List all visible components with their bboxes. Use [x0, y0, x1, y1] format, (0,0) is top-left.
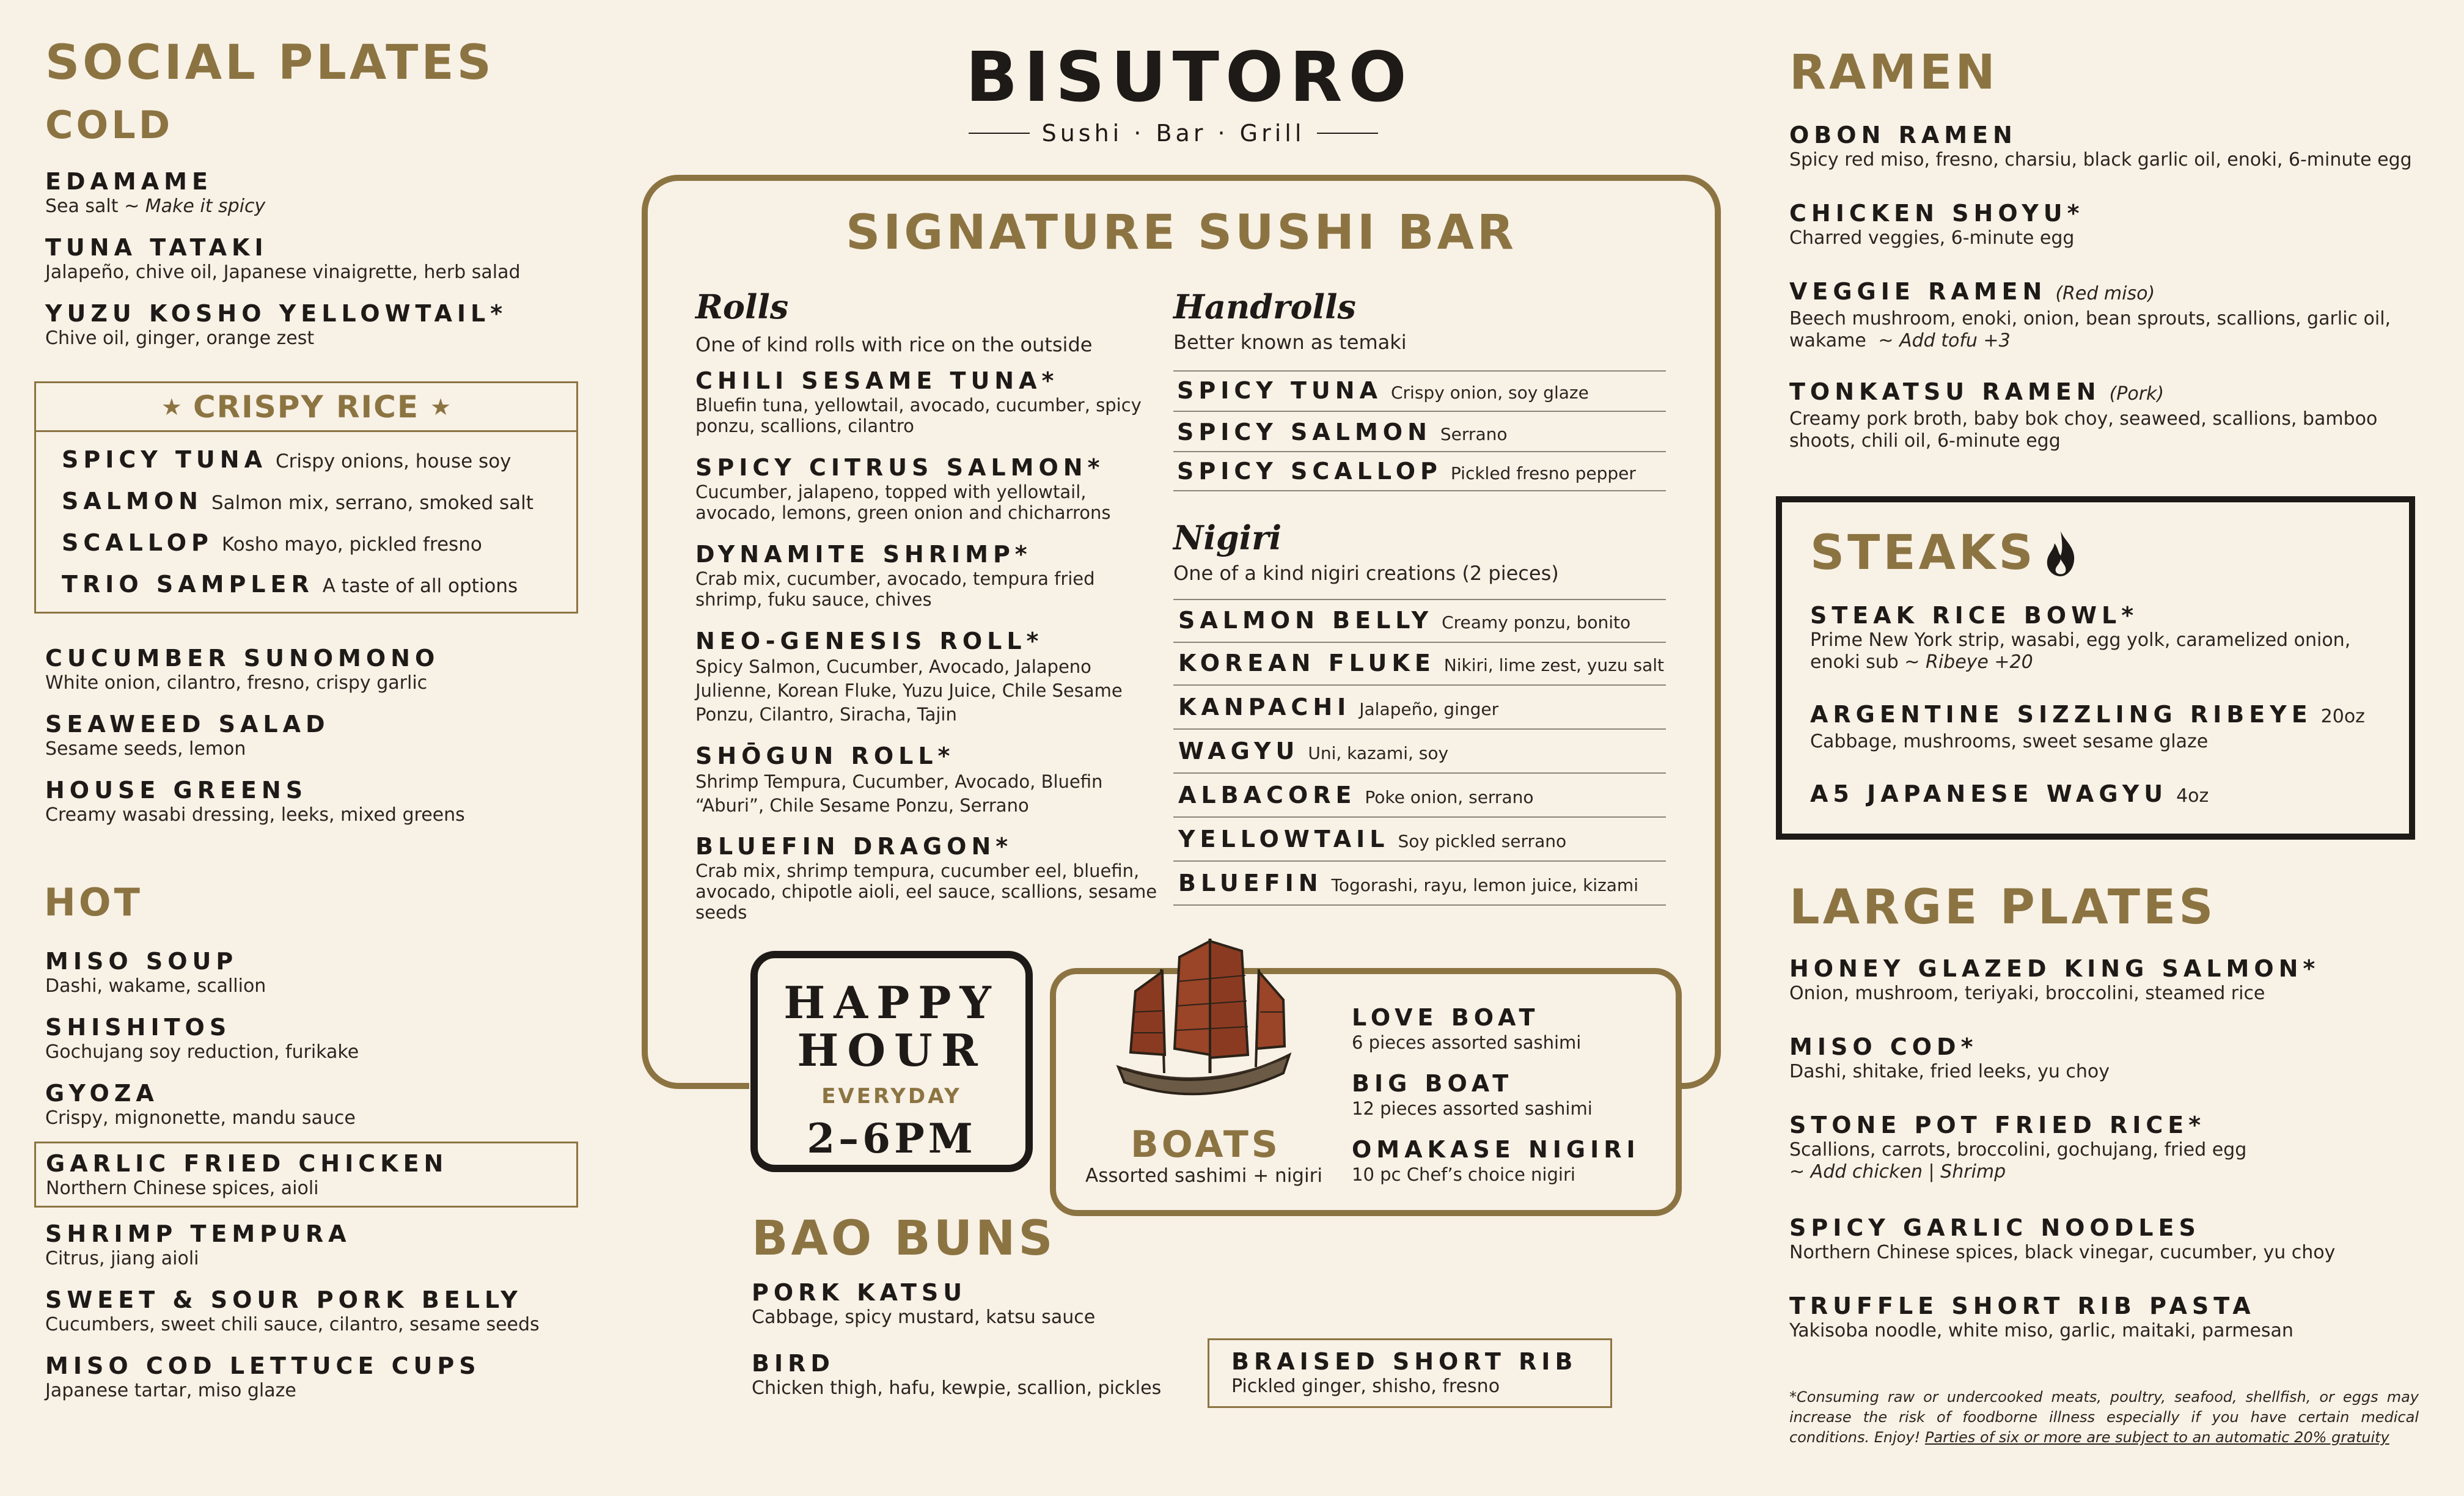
brand-tagline: Sushi · Bar · Grill — [1041, 120, 1305, 147]
crispy-rice-item — [62, 570, 576, 612]
steak-argentine-ribeye — [1810, 700, 2397, 753]
item-name: PORK KATSU — [752, 1279, 967, 1306]
item-name: KANPACHI — [1178, 694, 1351, 721]
item-desc: Crispy, mignonette, mandu sauce — [45, 1107, 356, 1129]
happy-hour-time: 2–6PM — [807, 1115, 977, 1162]
item-desc: Spicy Salmon, Cucumber, Avocado, Jalapeno Julienne, Korean Fluke, Yuzu Juice, Chile Sesame Ponzu, Cilantro, Siracha, Tajin — [695, 656, 1123, 725]
rolls-title: Rolls — [695, 287, 789, 326]
item-desc: Sesame seeds, lemon — [45, 738, 246, 760]
item-desc: Japanese tartar, miso glaze — [45, 1380, 296, 1401]
crispy-rice-title: CRISPY RICE — [193, 389, 420, 425]
ramen-veggie — [1789, 277, 2425, 352]
item-name: OBON RAMEN — [1789, 122, 2017, 148]
item-name: MISO SOUP — [45, 948, 238, 975]
large-spicy-garlic-noodles — [1789, 1214, 2425, 1264]
divider — [1173, 772, 1666, 774]
crispy-rice-item — [62, 487, 576, 529]
item-desc-note: ~ Add chicken | Shrimp — [1789, 1161, 2006, 1182]
item-desc-note: ~ Add tofu +3 — [1878, 330, 2011, 351]
large-miso-cod — [1789, 1033, 2425, 1083]
item-name: GARLIC FRIED CHICKEN — [46, 1150, 449, 1177]
item-name: SHISHITOS — [45, 1014, 232, 1041]
happy-hour-box — [750, 951, 1033, 1172]
menu-item-house-greens — [45, 776, 465, 826]
hot-subtitle: HOT — [44, 880, 143, 925]
item-name: CHICKEN SHOYU* — [1789, 200, 2084, 227]
roll-neo-genesis — [695, 627, 1148, 727]
nigiri-yellowtail — [1178, 825, 1566, 856]
item-desc: Jalapeño, ginger — [1359, 699, 1499, 719]
item-name: SPICY GARLIC NOODLES — [1789, 1214, 2201, 1241]
item-name: A5 JAPANESE WAGYU — [1810, 780, 2168, 807]
item-desc: Soy pickled serrano — [1398, 831, 1567, 851]
item-name: SALMON BELLY — [1178, 607, 1434, 634]
nigiri-salmon-belly — [1178, 606, 1630, 637]
item-name: NEO-GENESIS ROLL* — [695, 628, 1044, 654]
item-name: TRUFFLE SHORT RIB PASTA — [1789, 1292, 2256, 1319]
item-name: BIG BOAT — [1352, 1070, 1514, 1097]
item-name: STEAK RICE BOWL* — [1810, 602, 2139, 629]
item-name: VEGGIE RAMEN — [1789, 278, 2047, 305]
divider — [1173, 451, 1666, 452]
menu-item-miso-soup — [45, 947, 266, 997]
braised-short-rib-box — [1208, 1338, 1612, 1408]
handroll-spicy-tuna — [1177, 376, 1589, 407]
item-name: BIRD — [752, 1350, 835, 1377]
item-name: BLUEFIN — [1178, 870, 1323, 897]
disclaimer-text: *Consuming raw or undercooked meats, poultry, seafood, shellfish, or eggs may increase the risk of foodborne illness especially if you have certain medical conditions. Enjoy! — [1789, 1388, 2419, 1446]
item-desc: Cucumbers, sweet chili sauce, cilantro, sesame seeds — [45, 1314, 540, 1335]
divider — [1173, 728, 1666, 730]
handrolls-subtitle: Better known as temaki — [1173, 331, 1407, 354]
item-desc: Citrus, jiang aioli — [45, 1248, 199, 1269]
brand-name: BISUTORO — [966, 38, 1413, 117]
item-desc: White onion, cilantro, fresno, crispy garlic — [45, 672, 428, 694]
item-desc: Poke onion, serrano — [1365, 787, 1534, 807]
item-name: SPICY SALMON — [1177, 419, 1432, 446]
item-desc: Creamy pork broth, baby bok choy, seaweed, scallions, bamboo shoots, chili oil, 6-minute egg — [1789, 408, 2378, 452]
item-desc: 10 pc Chef’s choice nigiri — [1352, 1164, 1575, 1185]
menu-item-seaweed-salad — [45, 710, 330, 760]
item-desc: Uni, kazami, soy — [1308, 743, 1449, 763]
item-desc: Cucumber, jalapeno, topped with yellowtail, avocado, lemons, green onion and chicharrons — [695, 482, 1111, 523]
item-desc: Crispy onions, house soy — [275, 450, 512, 472]
item-desc: Dashi, wakame, scallion — [45, 975, 266, 997]
social-plates-title: SOCIAL PLATES — [45, 35, 494, 90]
roll-spicy-citrus-salmon — [695, 453, 1160, 523]
boat-love-boat — [1352, 1003, 1581, 1054]
nigiri-kanpachi — [1178, 693, 1498, 724]
crispy-rice-box — [34, 381, 578, 614]
item-name: MISO COD* — [1789, 1033, 1978, 1060]
nigiri-bluefin — [1178, 869, 1638, 900]
item-desc: Kosho mayo, pickled fresno — [221, 534, 482, 556]
item-name: KOREAN FLUKE — [1178, 650, 1436, 676]
item-desc: Serrano — [1440, 424, 1508, 444]
item-name: YUZU KOSHO YELLOWTAIL* — [45, 300, 508, 327]
item-desc: Crab mix, shrimp tempura, cucumber eel, bluefin, avocado, chipotle aioli, eel sauce, scallions, sesame seeds — [695, 860, 1157, 923]
item-name: YELLOWTAIL — [1178, 826, 1390, 853]
item-size: 20oz — [2320, 706, 2365, 727]
item-desc: Jalapeño, chive oil, Japanese vinaigrette, herb salad — [45, 262, 521, 283]
star-icon: ★ — [430, 393, 452, 420]
item-desc: Creamy wasabi dressing, leeks, mixed greens — [45, 804, 465, 826]
nigiri-albacore — [1178, 781, 1533, 812]
item-name: BLUEFIN DRAGON* — [695, 833, 1013, 860]
item-name: OMAKASE NIGIRI — [1352, 1136, 1640, 1163]
steak-rice-bowl — [1810, 601, 2397, 673]
item-name: SEAWEED SALAD — [45, 711, 330, 738]
item-name: STONE POT FRIED RICE* — [1789, 1112, 2206, 1138]
item-desc: Cabbage, spicy mustard, katsu sauce — [752, 1307, 1096, 1328]
rolls-subtitle: One of kind rolls with rice on the outside — [695, 333, 1093, 356]
item-desc: A taste of all options — [322, 575, 518, 597]
item-desc-note: Make it spicy — [145, 196, 266, 217]
ramen-tonkatsu — [1789, 378, 2425, 452]
menu-item-yuzu-kosho-yellowtail — [45, 299, 507, 350]
item-desc: Pickled ginger, shisho, fresno — [1231, 1376, 1500, 1397]
item-name: MISO COD LETTUCE CUPS — [45, 1352, 481, 1379]
star-icon: ★ — [161, 393, 182, 420]
item-name: TUNA TATAKI — [45, 234, 268, 261]
item-name: ARGENTINE SIZZLING RIBEYE — [1810, 701, 2312, 728]
item-name: TONKATSU RAMEN — [1789, 378, 2101, 405]
item-desc: 12 pieces assorted sashimi — [1352, 1098, 1593, 1119]
item-desc: 6 pieces assorted sashimi — [1352, 1032, 1582, 1053]
item-name: CUCUMBER SUNOMONO — [45, 645, 440, 672]
item-size: 4oz — [2176, 785, 2209, 807]
bao-pork-katsu — [752, 1278, 1095, 1329]
item-desc: Northern Chinese spices, aioli — [46, 1178, 319, 1199]
item-name: TRIO SAMPLER — [62, 571, 314, 598]
item-desc: Pickled fresno pepper — [1450, 463, 1636, 483]
item-desc-note: ~ Ribeye +20 — [1904, 651, 2033, 673]
item-name: CHILI SESAME TUNA* — [695, 367, 1059, 394]
divider — [1173, 904, 1666, 906]
boats-subtitle: Assorted sashimi + nigiri — [1085, 1165, 1322, 1187]
item-desc: Dashi, shitake, fried leeks, yu choy — [1789, 1061, 2110, 1082]
divider — [1173, 684, 1666, 686]
large-plates-title: LARGE PLATES — [1789, 880, 2216, 935]
boat-omakase-nigiri — [1352, 1135, 1640, 1186]
item-name: SPICY TUNA — [1177, 377, 1382, 404]
menu-item-cucumber-sunomono — [45, 644, 439, 694]
menu-item-gyoza — [45, 1079, 356, 1129]
item-desc: Cabbage, mushrooms, sweet sesame glaze — [1810, 731, 2209, 752]
cold-subtitle: COLD — [45, 103, 174, 147]
ramen-chicken-shoyu — [1789, 199, 2425, 249]
item-name: SALMON — [62, 488, 203, 515]
menu-item-shrimp-tempura — [45, 1220, 351, 1270]
disclaimer — [1789, 1387, 2419, 1448]
item-desc: Togorashi, rayu, lemon juice, kizami — [1331, 875, 1638, 895]
happy-hour-line1: HAPPY — [783, 977, 1000, 1028]
item-note: (Pork) — [2109, 383, 2165, 405]
menu-item-edamame — [45, 167, 265, 218]
nigiri-subtitle: One of a kind nigiri creations (2 pieces) — [1173, 562, 1559, 585]
item-desc: Northern Chinese spices, black vinegar, cucumber, yu choy — [1789, 1242, 2336, 1263]
item-desc: Spicy red miso, fresno, charsiu, black garlic oil, enoki, 6-minute egg — [1789, 149, 2412, 170]
item-desc: Nikiri, lime zest, yuzu salt — [1443, 655, 1665, 675]
flame-icon — [2042, 529, 2079, 578]
happy-hour-line2: HOUR — [797, 1024, 986, 1076]
menu-item-miso-cod-lettuce-cups — [45, 1352, 481, 1402]
item-name: SPICY CITRUS SALMON* — [695, 454, 1105, 481]
item-desc: Creamy ponzu, bonito — [1442, 612, 1631, 632]
boat-big-boat — [1352, 1069, 1593, 1120]
item-name: HOUSE GREENS — [45, 777, 308, 804]
divider — [1173, 370, 1666, 372]
nigiri-wagyu — [1178, 737, 1448, 768]
disclaimer-gratuity: Parties of six or more are subject to an automatic 20% gratuity — [1924, 1429, 2389, 1446]
item-name: LOVE BOAT — [1352, 1004, 1540, 1031]
divider — [1173, 411, 1666, 412]
menu-item-tuna-tataki — [45, 233, 521, 284]
sushi-bar-title: SIGNATURE SUSHI BAR — [846, 205, 1517, 260]
item-desc: Crispy onion, soy glaze — [1390, 383, 1589, 403]
item-name: DYNAMITE SHRIMP* — [695, 541, 1032, 568]
divider — [1173, 642, 1666, 643]
item-note: (Red miso) — [2055, 283, 2155, 304]
item-desc: Salmon mix, serrano, smoked salt — [211, 492, 534, 514]
steak-a5-wagyu — [1810, 780, 2397, 810]
item-desc: Scallions, carrots, broccolini, gochujang, fried egg — [1789, 1139, 2247, 1160]
divider — [1173, 599, 1666, 600]
item-desc: Onion, mushroom, teriyaki, broccolini, steamed rice — [1789, 983, 2265, 1004]
item-name: SCALLOP — [62, 529, 213, 556]
bao-buns-title: BAO BUNS — [752, 1211, 1056, 1266]
item-name: EDAMAME — [45, 168, 213, 195]
bao-bird — [752, 1349, 1161, 1399]
ramen-obon — [1789, 121, 2425, 171]
item-desc: Beech mushroom, enoki, onion, bean sprouts, scallions, garlic oil, wakame — [1789, 308, 2391, 351]
item-name: SWEET & SOUR PORK BELLY — [45, 1286, 522, 1313]
item-name: WAGYU — [1178, 738, 1300, 765]
roll-chili-sesame-tuna — [695, 367, 1160, 436]
divider — [1173, 816, 1666, 818]
item-name: ALBACORE — [1178, 782, 1357, 809]
item-desc: Shrimp Tempura, Cucumber, Avocado, Bluefin “Aburi”, Chile Sesame Ponzu, Serrano — [695, 771, 1103, 816]
item-desc: Prime New York strip, wasabi, egg yolk, caramelized onion, enoki sub — [1810, 629, 2351, 673]
junk-boat-icon — [1106, 933, 1302, 1110]
garlic-fried-chicken-box — [34, 1142, 578, 1208]
happy-hour-days: EVERYDAY — [821, 1084, 962, 1109]
large-honey-glazed-salmon — [1789, 955, 2425, 1005]
item-desc: Gochujang soy reduction, furikake — [45, 1041, 359, 1063]
handroll-spicy-salmon — [1177, 418, 1507, 449]
roll-dynamite-shrimp — [695, 540, 1160, 610]
menu-item-shishitos — [45, 1013, 359, 1063]
ramen-title: RAMEN — [1789, 45, 1998, 100]
nigiri-korean-fluke — [1178, 649, 1664, 680]
steaks-title: STEAKS — [1810, 526, 2036, 581]
large-stone-pot-fried-rice — [1789, 1111, 2425, 1183]
item-desc: Chive oil, ginger, orange zest — [45, 328, 315, 349]
boats-title: BOATS — [1130, 1123, 1282, 1166]
item-name: SPICY TUNA — [62, 446, 267, 473]
crispy-rice-header — [36, 383, 576, 432]
item-desc: Chicken thigh, hafu, kewpie, scallion, pickles — [752, 1377, 1162, 1399]
divider — [1173, 860, 1666, 862]
crispy-rice-item — [62, 446, 576, 487]
menu-item-sweet-sour-pork-belly — [45, 1286, 540, 1336]
item-name: GYOZA — [45, 1080, 159, 1107]
item-desc: Yakisoba noodle, white miso, garlic, maitaki, parmesan — [1789, 1320, 2294, 1341]
item-desc: Crab mix, cucumber, avocado, tempura fried shrimp, fuku sauce, chives — [695, 568, 1095, 610]
divider — [1173, 490, 1666, 491]
item-desc: Sea salt ~ — [45, 196, 145, 217]
item-name: SHŌGUN ROLL* — [695, 743, 955, 769]
large-truffle-short-rib-pasta — [1789, 1292, 2425, 1342]
item-desc: Charred veggies, 6-minute egg — [1789, 227, 2075, 249]
item-name: HONEY GLAZED KING SALMON* — [1789, 955, 2320, 982]
roll-bluefin-dragon — [695, 832, 1160, 923]
nigiri-title: Nigiri — [1173, 518, 1282, 557]
steaks-header — [1810, 526, 2079, 581]
crispy-rice-item — [62, 529, 576, 570]
handrolls-title: Handrolls — [1173, 287, 1356, 326]
handroll-spicy-scallop — [1177, 457, 1636, 488]
item-desc: Bluefin tuna, yellowtail, avocado, cucumber, spicy ponzu, scallions, cilantro — [695, 395, 1142, 436]
item-name: SPICY SCALLOP — [1177, 458, 1442, 485]
item-name: SHRIMP TEMPURA — [45, 1220, 351, 1247]
item-name: BRAISED SHORT RIB — [1231, 1348, 1578, 1375]
roll-shogun — [695, 742, 1148, 818]
brand-block — [966, 38, 1413, 147]
